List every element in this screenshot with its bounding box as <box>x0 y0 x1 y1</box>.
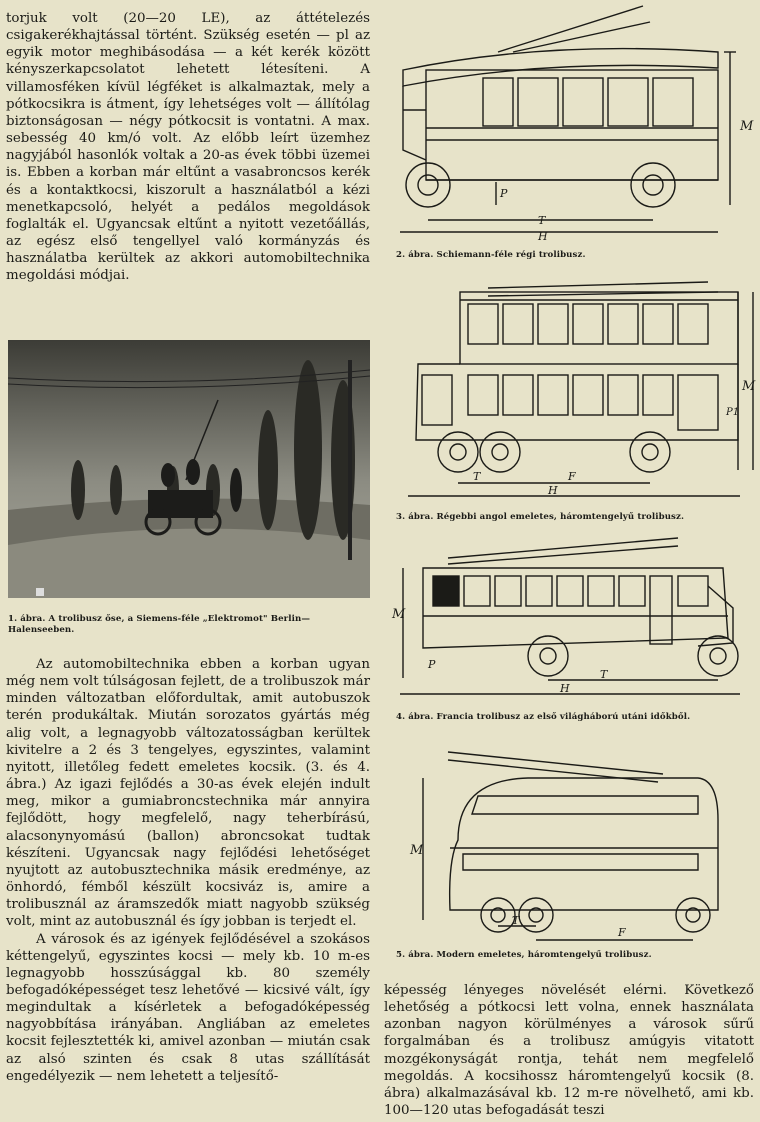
left-bottom-text <box>6 656 370 1085</box>
figure-2-caption: 2. ábra. Schiemann-féle régi trolibusz. <box>396 250 586 260</box>
figure-4-caption: 4. ábra. Francia trolibusz az első világháború utáni időkből. <box>396 712 691 722</box>
figure-4-svg <box>388 528 760 708</box>
fig5-label-f: F <box>618 926 626 939</box>
fig5-label-t: T <box>512 914 520 927</box>
figure-5-drawing <box>388 730 760 950</box>
fig3-label-h: H <box>548 484 558 497</box>
figure-1-caption: 1. ábra. A trolibusz őse, a Siemens-féle „Elektromot" Berlin—Halenseeben. <box>8 614 311 635</box>
fig2-label-p: P <box>500 187 508 200</box>
fig4-label-p: P <box>428 658 436 671</box>
fig3-label-t: T <box>473 470 481 483</box>
figure-3-caption: 3. ábra. Régebbi angol emeletes, háromtengelyű trolibusz. <box>396 512 685 522</box>
figure-5-svg <box>388 730 760 950</box>
fig4-label-h: H <box>560 682 570 695</box>
fig3-label-f: F <box>568 470 576 483</box>
figure-4-drawing <box>388 528 760 708</box>
paragraph-3: A városok és az igények fejlődésével a szokásos kéttengelyű, egyszintes kocsi — mely kb. 10 m-es legnagyobb hosszúsággal kb. 80 személy befogadóképességet tesz lehetővé — kicsivé vált, így megindultak a kísérletek a befogadóképesség nagyobbítása irányában. Angliában az emeletes kocsit fejlesztették ki, amivel azonban — miután csak az alsó szinten és csak 8 utas szállítását engedélyezik — nem lehetett a teljesítő- <box>6 931 370 1084</box>
fig3-label-p: P1 <box>726 407 740 418</box>
figure-2-svg <box>388 0 760 250</box>
fig2-label-m: M <box>740 119 754 134</box>
fig2-label-t: T <box>538 214 546 227</box>
right-bottom-text <box>384 982 754 1119</box>
fig4-label-m: M <box>392 607 406 622</box>
paragraph-right-bottom: képesség lényeges növelését elérni. Következő lehetőség a pótkocsi lett volna, ennek használata azonban nagyon körülményes a városok sűrű forgalmában és a trolibusz amúgyis vitatott mozgékonyságát rontja, tehát nem megfelelő megoldás. A kocsihossz háromtengelyű kocsik (8. ábra) alkalmazásával kb. 12 m-re növelhető, ami kb. 100—120 utas befogadását teszi <box>384 983 754 1119</box>
figure-1-photo <box>8 340 370 598</box>
fig4-label-t: T <box>600 668 608 681</box>
paragraph-top: torjuk volt (20—20 LE), az áttételezés csigakerékhajtással történt. Szükség esetén — pl az egyik motor meghibásodása — a két kerék között kényszerkapcsolatot lehetett létesíteni. A villamosféken kívül légféket is alkalmaztak, mely a pótkocsikra is átment, így lehetséges volt — állítólag biztonságosan — négy pótkocsit is vontatni. A max. sebesség 40 km/ó volt. Az előbb leírt üzemhez nagyjából hasonlók voltak a 20-as évek többi üzemei is. Ebben a korban már eltűnt a vasabroncsos kerék és a kontaktkocsi, kiszorult a használatból a kézi menetkapcsoló, helyét a pedálos megoldások foglalták el. Ugyancsak eltűnt a nyitott vezetőállás, az egész első tengellyel való kormányzás és használatba kerültek az akkori automobiltechnika megoldási módjai. <box>6 11 370 284</box>
figure-5-caption: 5. ábra. Modern emeletes, háromtengelyű trolibusz. <box>396 950 652 960</box>
left-top-paragraph <box>6 10 370 285</box>
fig2-label-h: H <box>538 230 548 243</box>
paragraph-2: Az automobiltechnika ebben a korban ugyan még nem volt túlságosan fejlett, de a trolibuszok már minden változatban előfordultak, amit autobuszok terén produkáltak. Miután sorozatos gyártás még alig volt, a legnagyobb változatosságban kerültek kivitelre a 2 és 3 tengelyes, egyszintes, valamint nyitott, illetőleg fedett emeletes kocsik. (3. és 4. ábra.) Az igazi fejlődés a 30-as évek elején indult meg, mikor a gumiabroncstechnika már annyira fejlődött, hogy megfelelő, nagy teherbírású, alacsonynyomású (ballon) abroncsokat tudtak készíteni. Ugyancsak nagy fejlődési lehetőséget nyujtott az autobusztechnika másik eredménye, az önhordó, fémből készült kocsiváz is, amire a trolibusznál az áramszedők miatt nagyobb szükség volt, mint az autobusznál és így jobban is terjedt el. <box>6 657 370 930</box>
figure-3-drawing <box>388 270 760 510</box>
figure-2-drawing <box>388 0 760 250</box>
fig3-label-m: M <box>742 379 756 394</box>
figure-3-svg <box>388 270 760 510</box>
figure-1-image <box>8 340 370 598</box>
fig5-label-m: M <box>410 843 424 858</box>
